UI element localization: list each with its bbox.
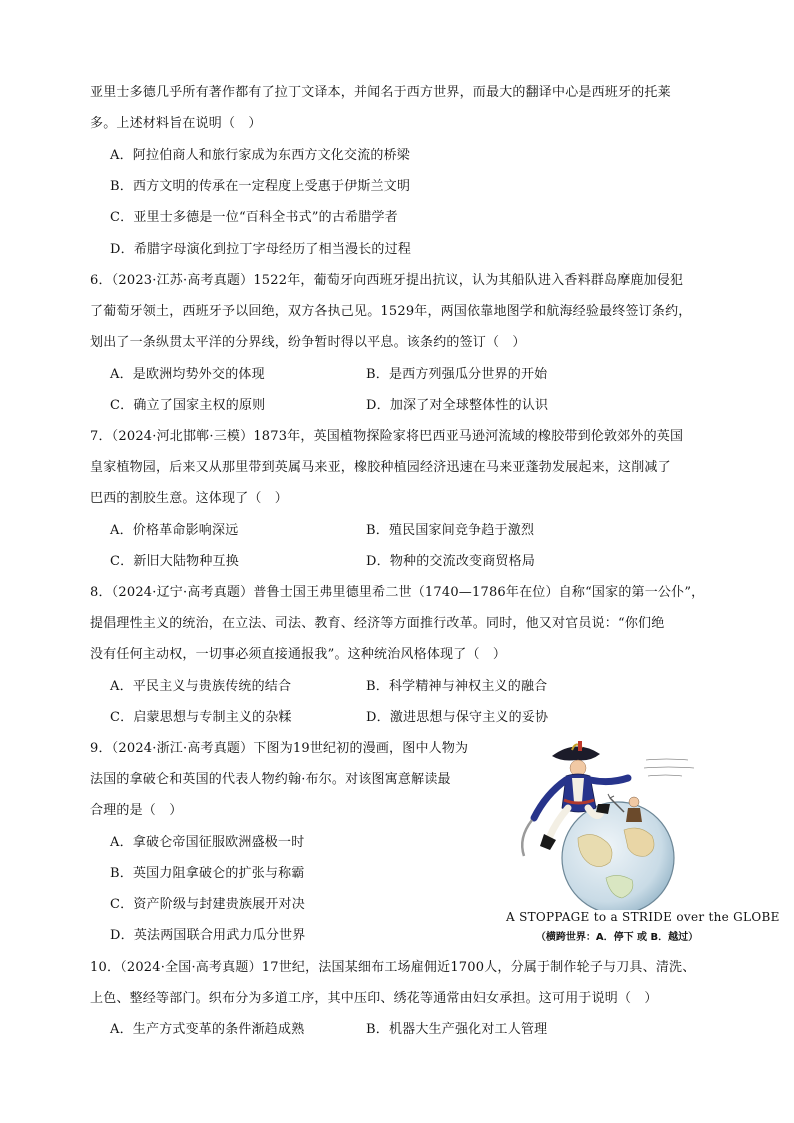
q8-option-b[interactable]: B．科学精神与神权主义的融合 [366, 679, 548, 694]
sword [522, 820, 532, 856]
q7-option-c[interactable]: C．新旧大陆物种互换 [110, 554, 239, 569]
q6-option-b[interactable]: B．是西方列强瓜分世界的开始 [366, 367, 548, 382]
cartoon-caption-chinese: （横跨世界：A．停下 或 B．越过） [535, 932, 699, 943]
cartoon-figure [506, 738, 780, 948]
q6-option-c[interactable]: C．确立了国家主权的原则 [110, 398, 266, 413]
q7-text-line-2: 皇家植物园，后来又从那里带到英属马来亚，橡胶种植园经济迅速在马来亚蓬勃发展起来，这削减了 [90, 460, 671, 475]
q5-option-d[interactable]: D．希腊字母演化到拉丁字母经历了相当漫长的过程 [110, 242, 412, 257]
q8-option-d[interactable]: D．激进思想与保守主义的妥协 [366, 710, 549, 725]
q8-option-a[interactable]: A．平民主义与贵族传统的结合 [110, 679, 292, 694]
q9-text-line-2: 法国的拿破仑和英国的代表人物约翰·布尔。对该图寓意解读最 [90, 772, 451, 787]
q7-text-line-3: 巴西的割胶生意。这体现了（ ） [90, 491, 289, 506]
q7-text-line-1: 7．（2024·河北邯郸·三模）1873年，英国植物探险家将巴西亚马逊河流域的橡胶带到伦敦郊外的英国 [90, 429, 684, 444]
q6-option-a[interactable]: A．是欧洲均势外交的体现 [110, 367, 265, 382]
q8-text-line-2: 提倡理性主义的统治，在立法、司法、教育、经济等方面推行改革。同时，他又对官员说：“你们绝 [90, 616, 665, 631]
q8-option-c[interactable]: C．启蒙思想与专制主义的杂糅 [110, 710, 292, 725]
q6-text-line-2: 了葡萄牙领土，西班牙予以回绝，双方各执己见。1529年，两国依靠地图学和航海经验最终签订条约， [90, 304, 692, 319]
q5-text-line-2: 多。上述材料旨在说明（ ） [90, 116, 262, 131]
q5-option-a[interactable]: A．阿拉伯商人和旅行家成为东西方文化交流的桥梁 [110, 148, 410, 163]
q5-option-c[interactable]: C．亚里士多德是一位“百科全书式”的古希腊学者 [110, 210, 398, 225]
q9-text-line-3: 合理的是（ ） [90, 803, 183, 818]
q10-text-line-1: 10．（2024·全国·高考真题）17世纪，法国某细布工场雇佣近1700人，分属于制作轮子与刀具、清洗、 [90, 960, 696, 975]
q7-option-b[interactable]: B．殖民国家间竞争趋于激烈 [366, 523, 535, 538]
q6-text-line-1: 6．（2023·江苏·高考真题）1522年，葡萄牙向西班牙提出抗议，认为其船队进入香料群岛摩鹿加侵犯 [90, 273, 684, 288]
q10-option-b[interactable]: B．机器大生产强化对工人管理 [366, 1022, 548, 1037]
q9-option-c[interactable]: C．资产阶级与封建贵族展开对决 [110, 897, 305, 912]
cartoon-illustration [506, 738, 728, 910]
q10-text-line-2: 上色、整经等部门。织布分为多道工序，其中压印、绣花等通常由妇女承担。这可用于说明（ ） [90, 991, 658, 1006]
q9-text-line-1: 9．（2024·浙江·高考真题）下图为19世纪初的漫画，图中人物为 [90, 741, 469, 756]
q9-option-d[interactable]: D．英法两国联合用武力瓜分世界 [110, 928, 306, 943]
speech-scribble [644, 759, 694, 776]
q6-text-line-3: 划出了一条纵贯太平洋的分界线，纷争暂时得以平息。该条约的签订（ ） [90, 335, 526, 350]
q8-text-line-1: 8．（2024·辽宁·高考真题）普鲁士国王弗里德里希二世（1740—1786年在位）自称“国家的第一公仆”， [90, 585, 705, 600]
q5-text-line-1: 亚里士多德几乎所有著作都有了拉丁文译本，并闻名于西方世界，而最大的翻译中心是西班牙的托莱 [90, 85, 671, 100]
q7-option-a[interactable]: A．价格革命影响深远 [110, 523, 239, 538]
cartoon-caption-english: A STOPPAGE to a STRIDE over the GLOBE [506, 910, 780, 924]
q9-option-b[interactable]: B．英国力阻拿破仑的扩张与称霸 [110, 866, 305, 881]
q8-text-line-3: 没有任何主动权，一切事必须直接通报我”。这种统治风格体现了（ ） [90, 647, 507, 662]
q6-option-d[interactable]: D．加深了对全球整体性的认识 [366, 398, 549, 413]
q5-option-b[interactable]: B．西方文明的传承在一定程度上受惠于伊斯兰文明 [110, 179, 411, 194]
q9-option-a[interactable]: A．拿破仑帝国征服欧洲盛极一时 [110, 835, 305, 850]
q7-option-d[interactable]: D．物种的交流改变商贸格局 [366, 554, 536, 569]
q10-option-a[interactable]: A．生产方式变革的条件渐趋成熟 [110, 1022, 305, 1037]
bicorne-hat [552, 746, 600, 760]
